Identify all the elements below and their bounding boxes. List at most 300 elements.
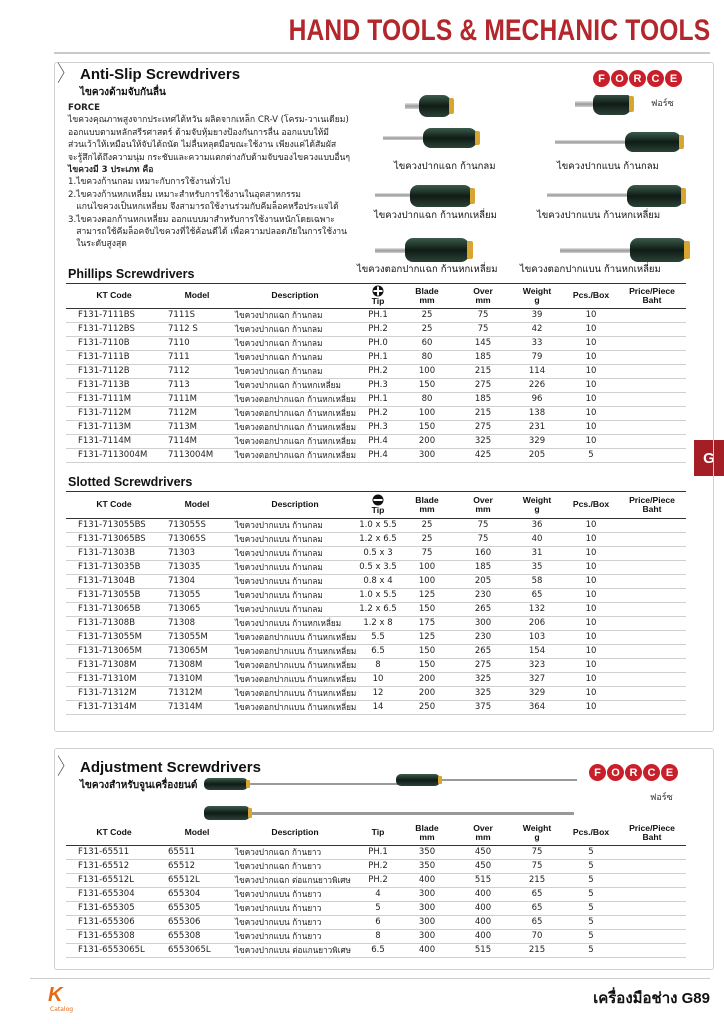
unit-g: g [534, 831, 540, 842]
table-cell: 80 [398, 350, 456, 364]
table-cell: 350 [398, 845, 456, 859]
table-cell: 75 [510, 859, 564, 873]
table-cell: ไขควงปากแบน ก้านกลม [232, 518, 358, 532]
image-caption: ไขควงปากแฉก ก้านหกเหลี่ยม [374, 210, 497, 221]
table-cell: F131-655306 [66, 915, 162, 929]
table-row [66, 322, 686, 336]
table-cell [618, 929, 686, 943]
table-cell: 5 [564, 901, 618, 915]
table-cell: ไขควงตอกปากแบน ก้านหกเหลี่ยม [232, 700, 358, 714]
table-cell: 175 [398, 616, 456, 630]
table-cell: ไขควงปากแบน ก้านกลม [232, 546, 358, 560]
section-title: Anti-Slip Screwdrivers [80, 66, 241, 83]
impact-slotted-screwdriver [560, 238, 690, 262]
col-tip: Tip [358, 821, 398, 845]
table-row [66, 887, 686, 901]
section-subtitle: ไขควงสำหรับจูนเครื่องยนต์ [80, 780, 198, 791]
table-cell: 6553065L [162, 943, 232, 957]
type-line: แกนไขควงเป็นหกเหลี่ยม จึงสามารถใช้งานร่วมกับคีมล็อคหรือประแจได้ [68, 202, 339, 213]
screwdriver-images [375, 95, 695, 270]
table-cell: 145 [456, 336, 510, 350]
table-row [66, 672, 686, 686]
table-cell: 8 [358, 929, 398, 943]
table-cell: 1.2 x 6.5 [359, 534, 397, 544]
force-logo [589, 764, 679, 781]
table-cell: 39 [510, 308, 564, 322]
table-cell: 5 [564, 915, 618, 929]
table-row [66, 574, 686, 588]
table-cell: F131-71308M [66, 658, 162, 672]
unit-mm: mm [419, 503, 435, 514]
price-label: Price/Piece [629, 494, 675, 505]
table-row [66, 546, 686, 560]
table-cell: 100 [398, 364, 456, 378]
table-cell: 713065M [162, 644, 232, 658]
table-cell: F131-655305 [66, 901, 162, 915]
blade-label: Blade [415, 285, 439, 296]
table-cell: 713055S [162, 518, 232, 532]
table-cell: 65511 [162, 845, 232, 859]
unit-mm: mm [419, 294, 435, 305]
stubby-phillips-screwdriver [405, 95, 454, 117]
table-cell: 300 [398, 929, 456, 943]
table-cell: 75 [456, 322, 510, 336]
table-cell: 10 [564, 532, 618, 546]
table-cell: 10 [564, 406, 618, 420]
table-cell: 215 [456, 406, 510, 420]
table-cell: 0.5 x 3.5 [359, 562, 397, 572]
col-blade [398, 821, 456, 845]
table-cell: 7111 [162, 350, 232, 364]
price-unit: Baht [642, 294, 662, 305]
table-cell: ไขควงปากแบน ก้านยาว [232, 887, 358, 901]
table-cell: 10 [564, 308, 618, 322]
table-cell: 132 [510, 602, 564, 616]
brand-thai-name: ฟอร์ซ [651, 99, 674, 109]
phillips-table [66, 284, 686, 463]
table-cell: 265 [456, 644, 510, 658]
table-cell: 150 [398, 658, 456, 672]
table-cell: 10 [564, 364, 618, 378]
table-cell: 10 [564, 322, 618, 336]
type-line: 1.ไขควงก้านกลม เหมาะกับการใช้งานทั่วไป [68, 177, 231, 188]
table-cell: 400 [456, 929, 510, 943]
table-cell: 25 [398, 308, 456, 322]
table-cell: F131-6553065L [66, 943, 162, 957]
table-cell: ไขควงปากแบน ต่อแกนยาวพิเศษ [232, 943, 358, 957]
table-cell: PH.3 [358, 378, 398, 392]
table-cell: F131-713035B [66, 560, 162, 574]
table-cell: PH.2 [358, 322, 398, 336]
catalog-logo-sub: Catalog [50, 1006, 74, 1013]
table-cell: 10 [564, 546, 618, 560]
table-cell: 0.5 x 3 [358, 546, 398, 560]
table-cell: 215 [510, 873, 564, 887]
table-cell: 150 [398, 420, 456, 434]
table-cell: ไขควงปากแบน ก้านยาว [232, 929, 358, 943]
table-cell: 10 [564, 602, 618, 616]
blade-label: Blade [415, 494, 439, 505]
table-cell: 713065 [162, 602, 232, 616]
adjustment-rows [66, 845, 686, 957]
table-row [66, 434, 686, 448]
image-caption: ไขควงปากแบน ก้านกลม [557, 161, 659, 172]
table-cell: 114 [510, 364, 564, 378]
table-cell [618, 658, 686, 672]
force-logo [593, 70, 683, 87]
logo-letter: O [611, 70, 628, 87]
table-cell: 79 [510, 350, 564, 364]
table-cell: F131-7112B [66, 364, 162, 378]
col-pcs-box: Pcs./Box [564, 284, 618, 308]
table-cell: 300 [398, 915, 456, 929]
chevron-right-icon: 〉 [57, 62, 73, 87]
table-cell: 231 [510, 420, 564, 434]
table-cell [618, 901, 686, 915]
col-price [618, 492, 686, 518]
table-cell [618, 943, 686, 957]
image-caption: ไขควงปากแบน ก้านหกเหลี่ยม [537, 210, 661, 221]
col-model: Model [162, 284, 232, 308]
desc-line: ออกแบบตามหลักสรีรศาสตร์ ด้ามจับหุ้มยางป้องกันการลื่น ออกแบบให้มี [68, 127, 329, 138]
table-cell: 138 [510, 406, 564, 420]
tip-label: Tip [371, 505, 385, 516]
slotted-heading: Slotted Screwdrivers [68, 475, 193, 489]
table-cell: PH.0 [358, 336, 398, 350]
types-heading: ไขควงมี 3 ประเภท คือ [68, 165, 154, 176]
blade-label: Blade [415, 822, 439, 833]
table-cell [618, 406, 686, 420]
table-cell: ไขควงตอกปากแฉก ก้านหกเหลี่ยม [232, 392, 358, 406]
adjustment-table [66, 821, 686, 958]
section-title: Adjustment Screwdrivers [80, 759, 261, 776]
table-cell: 65512 [162, 859, 232, 873]
table-cell: 71303 [162, 546, 232, 560]
col-over [456, 821, 510, 845]
table-cell: PH.1 [358, 350, 398, 364]
col-blade [398, 492, 456, 518]
table-cell: 300 [398, 448, 456, 462]
table-cell: 150 [398, 378, 456, 392]
table-cell: ไขควงปากแบน ก้านยาว [232, 915, 358, 929]
table-cell: F131-71303B [66, 546, 162, 560]
table-cell: ไขควงตอกปากแบน ก้านหกเหลี่ยม [232, 630, 358, 644]
table-cell: PH.2 [358, 364, 398, 378]
anti-slip-heading [54, 62, 241, 100]
adjustment-screwdriver-images [200, 772, 580, 828]
table-cell: 100 [398, 406, 456, 420]
image-caption: ไขควงตอกปากแบน ก้านหกเหลี่ยม [520, 264, 661, 275]
brand-label: FORCE [68, 103, 100, 113]
table-cell: 350 [398, 859, 456, 873]
table-cell: 325 [456, 434, 510, 448]
table-cell: 10 [564, 574, 618, 588]
table-cell: 100 [398, 560, 456, 574]
col-price [618, 821, 686, 845]
chevron-right-icon: 〉 [57, 755, 73, 780]
table-cell: 713035 [162, 560, 232, 574]
table-row [66, 336, 686, 350]
table-cell: ไขควงตอกปากแฉก ก้านหกเหลี่ยม [232, 448, 358, 462]
table-row [66, 392, 686, 406]
col-tip [358, 492, 398, 518]
table-cell: 25 [398, 532, 456, 546]
desc-line: ส่วนเว้าให้เหมือนให้จับได้ถนัด ไม่ลื่นหลุดมือขณะใช้งาน เพียงแค่ได้สัมผัส [68, 140, 337, 151]
table-cell: 206 [510, 616, 564, 630]
table-row [66, 518, 686, 532]
unit-mm: mm [419, 831, 435, 842]
table-cell [618, 434, 686, 448]
table-cell: 655304 [162, 887, 232, 901]
table-cell [618, 887, 686, 901]
table-cell: ไขควงปากแฉก ต่อแกนยาวพิเศษ [232, 873, 358, 887]
table-cell: 125 [398, 588, 456, 602]
price-unit: Baht [642, 503, 662, 514]
table-cell: ไขควงปากแฉก ก้านกลม [232, 308, 358, 322]
table-cell: 375 [456, 700, 510, 714]
table-cell: 327 [510, 672, 564, 686]
table-cell: F131-655308 [66, 929, 162, 943]
brand-thai-name: ฟอร์ซ [650, 793, 673, 803]
table-row [66, 644, 686, 658]
table-cell: 450 [456, 859, 510, 873]
table-cell [618, 602, 686, 616]
table-cell: 10 [564, 434, 618, 448]
extra-long-screwdriver [204, 806, 574, 820]
table-row [66, 658, 686, 672]
table-cell: ไขควงปากแฉก ก้านยาว [232, 859, 358, 873]
table-row [66, 859, 686, 873]
catalog-logo: K [48, 984, 63, 1006]
table-cell: 226 [510, 378, 564, 392]
table-cell: 185 [456, 560, 510, 574]
image-caption: ไขควงปากแฉก ก้านกลม [394, 161, 496, 172]
table-cell: PH.2 [358, 873, 398, 887]
table-cell: 58 [510, 574, 564, 588]
table-cell: 150 [398, 644, 456, 658]
col-kt-code: KT Code [66, 284, 162, 308]
table-cell: 200 [398, 686, 456, 700]
table-cell: 10 [564, 672, 618, 686]
table-cell: F131-71304B [66, 574, 162, 588]
col-over [456, 492, 510, 518]
table-cell: 65 [510, 588, 564, 602]
table-cell: 71312M [162, 686, 232, 700]
col-tip [358, 284, 398, 308]
type-line: สามารถใช้คีมล็อคจับไขควงที่ใช้ค้อนตีได้ เพื่อความปลอดภัยในการใช้งาน [68, 227, 347, 238]
table-cell: 325 [456, 672, 510, 686]
table-row [66, 364, 686, 378]
table-cell [618, 915, 686, 929]
table-cell: 10 [564, 588, 618, 602]
table-cell [618, 700, 686, 714]
table-cell: 10 [564, 644, 618, 658]
table-cell: 7114M [162, 434, 232, 448]
table-cell: 71308 [162, 616, 232, 630]
table-cell: 200 [398, 434, 456, 448]
table-cell: ไขควงตอกปากแฉก ก้านหกเหลี่ยม [232, 406, 358, 420]
table-row [66, 560, 686, 574]
table-cell: 7111M [162, 392, 232, 406]
impact-phillips-screwdriver [375, 238, 473, 262]
table-cell: 65512L [162, 873, 232, 887]
table-cell: ไขควงปากแฉก ก้านหกเหลี่ยม [232, 378, 358, 392]
image-caption: ไขควงตอกปากแฉก ก้านหกเหลี่ยม [357, 264, 498, 275]
table-cell: 71310M [162, 672, 232, 686]
table-cell: F131-713055BS [66, 518, 162, 532]
table-cell: 230 [456, 588, 510, 602]
table-cell: 515 [456, 873, 510, 887]
table-cell: 5 [564, 887, 618, 901]
table-cell: 71314M [162, 700, 232, 714]
table-cell [618, 350, 686, 364]
logo-letter: E [665, 70, 682, 87]
col-kt-code: KT Code [66, 821, 162, 845]
table-cell [618, 364, 686, 378]
table-cell [618, 686, 686, 700]
table-cell: 100 [398, 574, 456, 588]
header-divider [54, 52, 710, 54]
price-label: Price/Piece [629, 285, 675, 296]
table-cell [618, 574, 686, 588]
table-cell: ไขควงปากแฉก ก้านยาว [232, 845, 358, 859]
table-cell: F131-71308B [66, 616, 162, 630]
logo-letter: C [643, 764, 660, 781]
over-label: Over [473, 494, 493, 505]
type-line: 2.ไขควงก้านหกเหลี่ยม เหมาะสำหรับการใช้งานในอุตสาหกรรม [68, 189, 301, 200]
table-row [66, 308, 686, 322]
table-cell: 185 [456, 392, 510, 406]
unit-g: g [534, 503, 540, 514]
table-cell: F131-71314M [66, 700, 162, 714]
table-cell [618, 308, 686, 322]
table-cell: 125 [398, 630, 456, 644]
table-cell: 400 [456, 915, 510, 929]
table-cell: 10 [564, 616, 618, 630]
table-cell: 5 [564, 873, 618, 887]
table-cell [618, 532, 686, 546]
table-cell [618, 588, 686, 602]
table-cell: F131-65511 [66, 845, 162, 859]
table-cell [618, 560, 686, 574]
table-row [66, 406, 686, 420]
table-cell: 35 [510, 560, 564, 574]
table-cell: ไขควงตอกปากแบน ก้านหกเหลี่ยม [232, 644, 358, 658]
table-cell: 7110 [162, 336, 232, 350]
table-cell: 1.2 x 8 [358, 616, 398, 630]
table-row [66, 873, 686, 887]
table-cell: 5 [564, 845, 618, 859]
table-cell: ไขควงปากแฉก ก้านกลม [232, 350, 358, 364]
desc-line: จะรู้สึกได้ถึงความนุ่ม กระชับและความแตกต่างกับด้ามจับของไขควงแบบอื่นๆ [68, 152, 351, 163]
table-cell: ไขควงปากแบน ก้านหกเหลี่ยม [232, 616, 358, 630]
price-label: Price/Piece [629, 822, 675, 833]
table-cell: ไขควงตอกปากแฉก ก้านหกเหลี่ยม [232, 420, 358, 434]
desc-line: ไขควงคุณภาพสูงจากประเทศไต้หวัน ผลิตจากเหล็ก CR-V (โครม-วาเนเดียม) [68, 115, 349, 126]
unit-mm: mm [475, 294, 491, 305]
table-cell: 1.0 x 5.5 [359, 590, 397, 600]
col-model: Model [162, 492, 232, 518]
table-cell: 10 [564, 686, 618, 700]
table-cell [618, 322, 686, 336]
col-description: Description [232, 492, 358, 518]
table-cell [618, 873, 686, 887]
table-cell: 71304 [162, 574, 232, 588]
table-cell: 10 [564, 336, 618, 350]
table-cell: 14 [358, 700, 398, 714]
table-cell: F131-7112BS [66, 322, 162, 336]
table-cell: 160 [456, 546, 510, 560]
table-row [66, 630, 686, 644]
table-row [66, 378, 686, 392]
section-tab[interactable]: G [694, 440, 724, 476]
page-title: HAND TOOLS & MECHANIC TOOLS [288, 14, 710, 47]
table-cell: 25 [398, 322, 456, 336]
table-cell: 713065S [162, 532, 232, 546]
table-cell: 42 [510, 322, 564, 336]
logo-letter: R [629, 70, 646, 87]
table-cell: 10 [564, 630, 618, 644]
table-cell: 7112 S [162, 322, 232, 336]
table-cell: 65 [510, 887, 564, 901]
weight-label: Weight [522, 285, 552, 296]
table-cell: 5.5 [358, 630, 398, 644]
table-cell: 200 [398, 672, 456, 686]
table-cell: ไขควงปากแฉก ก้านกลม [232, 364, 358, 378]
table-cell: 275 [456, 658, 510, 672]
table-cell: 33 [510, 336, 564, 350]
table-cell: ไขควงปากแบน ก้านกลม [232, 560, 358, 574]
phillips-round-screwdriver [383, 128, 480, 148]
table-cell: 96 [510, 392, 564, 406]
slotted-hex-screwdriver [547, 185, 686, 207]
table-cell: 6.5 [358, 644, 398, 658]
table-cell: 250 [398, 700, 456, 714]
table-cell: 7112M [162, 406, 232, 420]
table-cell: F131-7111B [66, 350, 162, 364]
table-cell: 515 [456, 943, 510, 957]
table-cell: 6 [358, 915, 398, 929]
col-over [456, 284, 510, 308]
table-cell [618, 518, 686, 532]
table-cell [618, 546, 686, 560]
table-cell: 329 [510, 434, 564, 448]
long-screwdriver [204, 778, 400, 790]
table-cell: 7113M [162, 420, 232, 434]
table-cell: 0.8 x 4 [358, 574, 398, 588]
table-cell: 5 [564, 448, 618, 462]
table-cell: 40 [510, 532, 564, 546]
table-cell: 364 [510, 700, 564, 714]
table-cell: ไขควงปากแบน ก้านกลม [232, 602, 358, 616]
table-cell: 5 [564, 929, 618, 943]
phillips-heading: Phillips Screwdrivers [68, 267, 195, 281]
table-cell: F131-65512L [66, 873, 162, 887]
table-cell [618, 448, 686, 462]
table-cell: 7113004M [162, 448, 232, 462]
table-cell: ไขควงปากแฉก ก้านกลม [232, 322, 358, 336]
table-cell: F131-713055B [66, 588, 162, 602]
table-cell: ไขควงปากแบน ก้านกลม [232, 532, 358, 546]
table-cell: PH.3 [358, 420, 398, 434]
slotted-table [66, 492, 686, 715]
table-row [66, 420, 686, 434]
table-cell: F131-713065B [66, 602, 162, 616]
logo-letter: R [625, 764, 642, 781]
table-cell: PH.2 [358, 406, 398, 420]
table-cell: 10 [564, 378, 618, 392]
col-model: Model [162, 821, 232, 845]
